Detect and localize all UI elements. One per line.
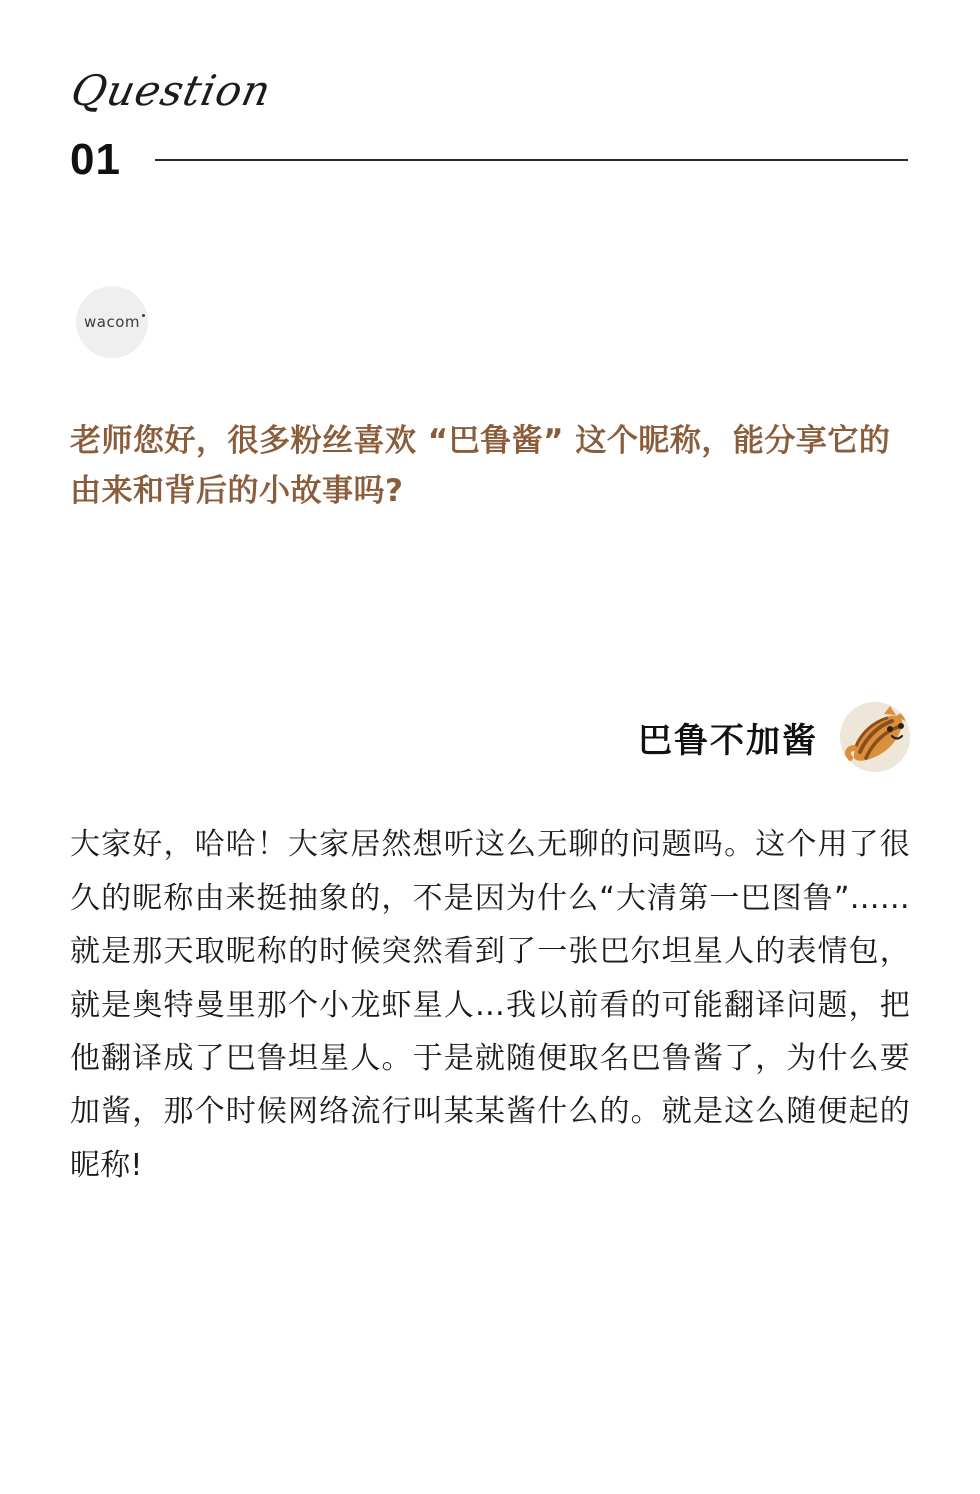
question-text: 老师您好，很多粉丝喜欢 “巴鲁酱” 这个昵称，能分享它的由来和背后的小故事吗? — [70, 423, 891, 510]
header-divider — [155, 159, 908, 161]
page-header — [66, 0, 910, 184]
question-script-label: Question — [66, 66, 276, 115]
wacom-brand-avatar — [76, 286, 148, 358]
question-number-row — [70, 135, 910, 184]
question-block — [70, 286, 910, 516]
wacom-logo-icon: wacom — [84, 313, 140, 331]
cat-avatar-icon — [840, 702, 910, 772]
answer-author-row — [70, 702, 910, 772]
question-number: 01 — [70, 135, 121, 184]
answer-text: 大家好，哈哈！大家居然想听这么无聊的问题吗。这个用了很久的昵称由来挺抽象的，不是因为什么“大清第一巴图鲁”……就是那天取昵称的时候突然看到了一张巴尔坦星人的表情包，就是奥特曼里那个小龙虾星人…我以前看的可能翻译问题，把他翻译成了巴鲁坦星人。于是就随便取名巴鲁酱了，为什么要加酱，那个时候网络流行叫某某酱什么的。就是这么随便起的昵称! — [70, 827, 910, 1183]
answer-author-name: 巴鲁不加酱 — [638, 720, 818, 761]
